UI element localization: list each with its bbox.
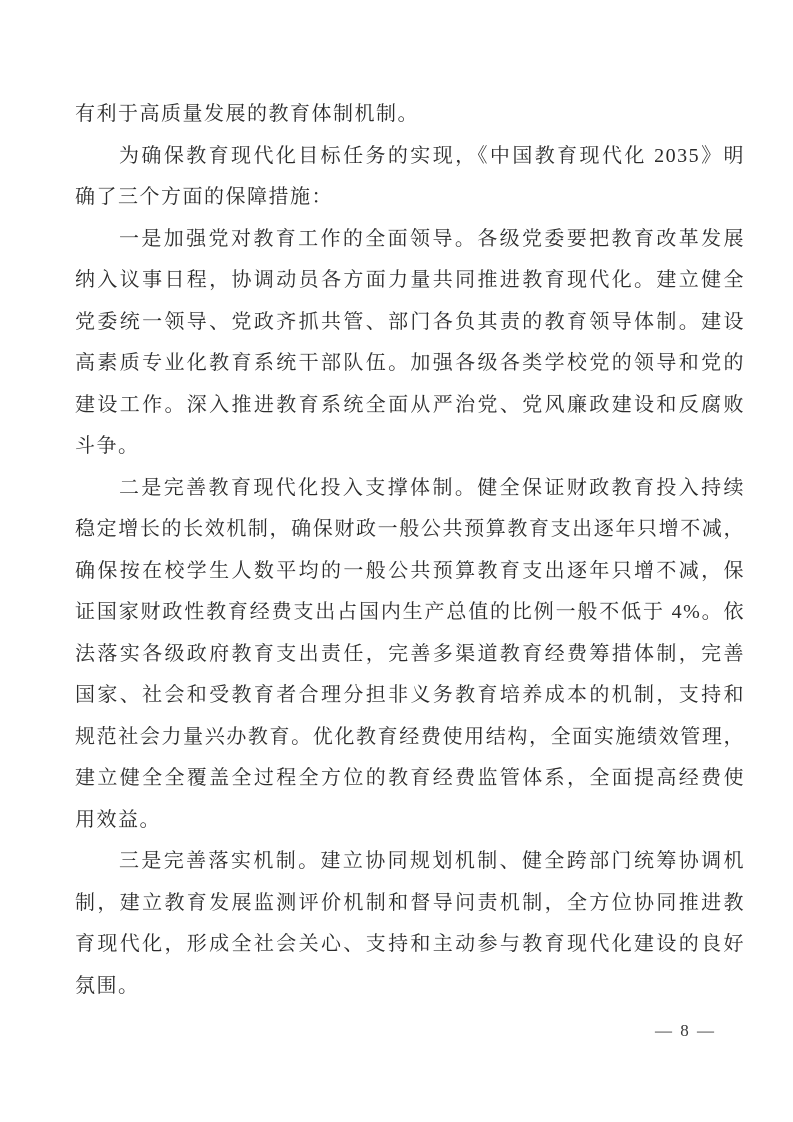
text-line: 高素质专业化教育系统干部队伍。加强各级各类学校党的领导和党的	[75, 352, 745, 374]
text-line: 育现代化，形成全社会关心、支持和主动参与教育现代化建设的良好	[75, 933, 745, 955]
text-line: 党委统一领导、党政齐抓共管、部门各负其责的教育领导体制。建设	[75, 310, 745, 333]
text-line: 制，建立教育发展监测评价机制和督导问责机制，全方位协同推进教	[75, 891, 745, 914]
text-line: 一是加强党对教育工作的全面领导。各级党委要把教育改革发展	[119, 227, 745, 250]
text-line: 为确保教育现代化目标任务的实现，《中国教育现代化 2035》明	[119, 144, 745, 167]
text-line: 氛围。	[75, 974, 140, 997]
text-line: 用效益。	[75, 808, 161, 831]
text-line: 规范社会力量兴办教育。优化教育经费使用结构，全面实施绩效管理，	[75, 725, 745, 748]
text-line: 国家、社会和受教育者合理分担非义务教育培养成本的机制，支持和	[75, 684, 745, 706]
text-line: 二是完善教育现代化投入支撑体制。健全保证财政教育投入持续	[119, 476, 745, 499]
text-line: 有利于高质量发展的教育体制机制。	[75, 103, 419, 125]
text-line: 纳入议事日程，协调动员各方面力量共同推进教育现代化。建立健全	[75, 269, 745, 291]
text-line: 稳定增长的长效机制，确保财政一般公共预算教育支出逐年只增不减，	[75, 518, 745, 540]
text-line: 证国家财政性教育经费支出占国内生产总值的比例一般不低于 4%。依	[75, 601, 745, 623]
text-line: 法落实各级政府教育支出责任，完善多渠道教育经费筹措体制，完善	[75, 642, 745, 665]
text-line: 建立健全全覆盖全过程全方位的教育经费监管体系，全面提高经费使	[75, 767, 745, 789]
text-lines	[75, 94, 745, 1007]
text-line: 确了三个方面的保障措施：	[75, 186, 333, 208]
text-line: 建设工作。深入推进教育系统全面从严治党、党风廉政建设和反腐败	[75, 393, 745, 416]
page-number: — 8 —	[655, 1021, 716, 1040]
text-line: 确保按在校学生人数平均的一般公共预算教育支出逐年只增不减，保	[75, 559, 745, 582]
text-line: 三是完善落实机制。建立协同规划机制、健全跨部门统筹协调机	[119, 850, 745, 872]
text-line: 斗争。	[75, 435, 140, 457]
